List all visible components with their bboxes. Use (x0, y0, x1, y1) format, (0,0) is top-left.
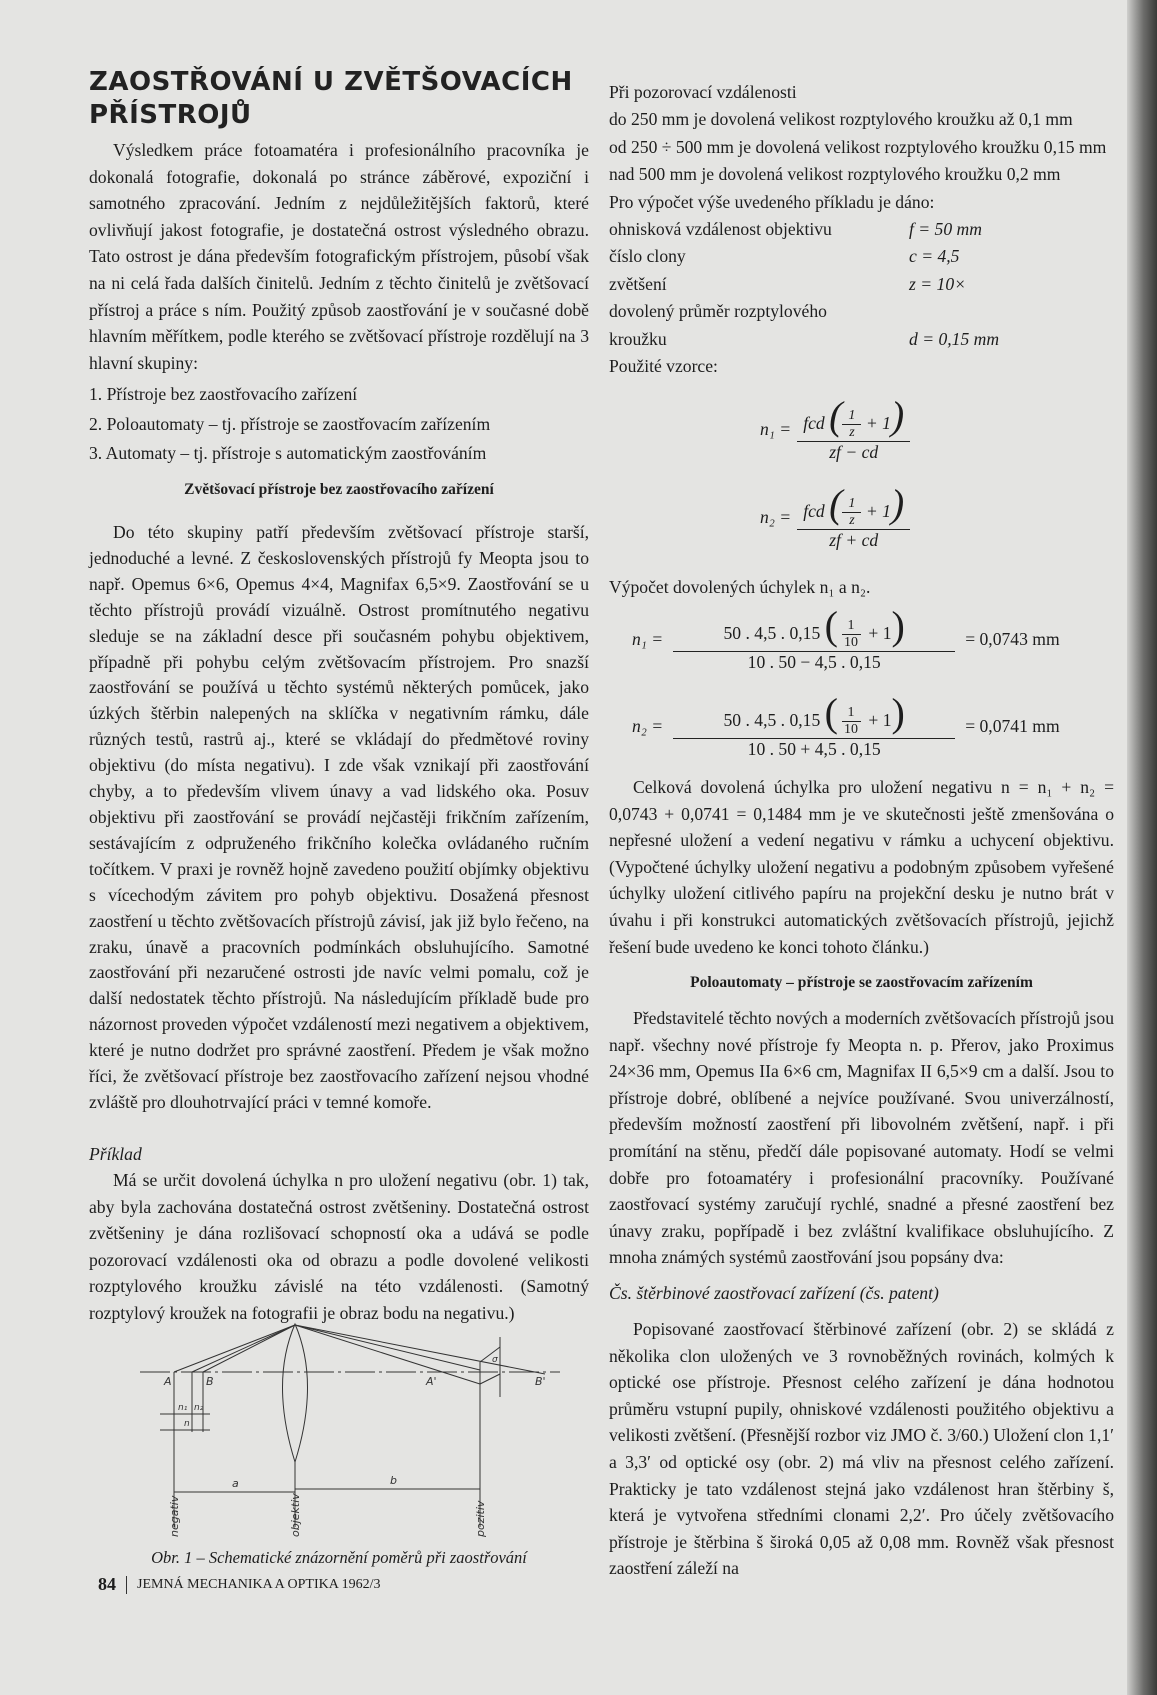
subsection-paragraph: Popisované zaostřovací štěrbinové zařízení (obr. 2) se skládá z několika clon uložených ve 3 rovnoběžných rovinách, kolmých k optické ose přístroje. Přesnost celého zařízení je dána hodnotou průměru vstupní pupily, ohniskové vzdálenosti použitého objektivu a velikosti zvětšení. (Přesnější rozbor viz JMO č. 3/60.) Uložení clon 1,1′ a 3,3′ od optické osy (obr. 2) má vliv na přesnost celého zařízení. Prakticky je tato vzdálenost stejná jako vzdálenost hran štěrbiny š, která je vytvořena středními clonami 2,2′. Pro účely zvětšovacího přístroje je štěrbina š široká 0,05 až 0,08 mm. Rovněž však přesnost zaostření záleží na (609, 1319, 1114, 1579)
formula-denominator: zf − cd (829, 442, 879, 463)
figure-caption: Obr. 1 – Schematické znázornění poměrů při zaostřování (151, 1548, 527, 1567)
point-a-label: A (164, 1375, 172, 1388)
calc-numerator: 50 . 4,5 . 0,15 (723, 710, 821, 730)
image-a-label: A' (426, 1375, 437, 1388)
image-b-label: B' (535, 1375, 546, 1388)
n1-label: n₁ (178, 1403, 188, 1413)
given-values (609, 216, 1114, 353)
negative-label: negativ (168, 1495, 181, 1537)
lens-shape (283, 1324, 308, 1462)
calc-result: = 0,0741 mm (965, 716, 1060, 737)
footer-divider (126, 1576, 127, 1594)
formula-denominator: zf + cd (829, 530, 879, 551)
total-paragraph: Celková dovolená úchylka pro uložení negativu n = n₁ + n₂ = 0,0743 + 0,0741 = 0,1484 mm je ve skutečnosti ještě zmenšována o nepřesné uložení a vedení negativu v rámku a uchycení objektivu. (Vypočtené úchylky uložení negativu a podobným způsobem vyřešené úchylky uložení citlivého papíru na projekční desku je nutno brát v úvahu i při konstrukci automatických zvětšovacích přístrojů, jejichž řešení bude uvedeno ke konci tohoto článku.) (609, 777, 1114, 957)
intro-paragraph: Výsledkem práce fotoamatéra i profesionálního pracovníka je dokonalá fotografie, dokonalá po stránce záběrové, expoziční i samotného zpracování. Jedním z nejdůležitějších faktorů, které ovlivňují jakost fotografie, je dostatečná ostrost výsledného obrazu. Tato ostrost je dána především fotografickým přístrojem, působí však na ni celá řada dalších činitelů. Jedním z těchto činitelů je zvětšovací přístroj a práce s ním. Použitý způsob zaostřování je v současné době hlavním měřítkem, podle kterého se zvětšovací přístroje rozdělují na 3 hlavní skupiny: (89, 140, 589, 373)
numerator: 1 (842, 618, 861, 635)
calc-denominator: 10 . 50 − 4,5 . 0,15 (747, 652, 881, 673)
denominator: 10 (844, 722, 858, 738)
example-paragraph: Má se určit dovolená úchylka n pro uložení negativu (obr. 1) tak, aby byla zachována dostatečná ostrost zvětšeniny. Dostatečná ostrost zvětšeniny je dána rozlišovací schopností oka a udává se podle pozorovací vzdálenosti oka od obrazu a podle dovolené velikosti rozptylového kroužku závislé na této vzdálenosti. (Samotný rozptylový kroužek na fotografii je obraz bodu na negativu.) (89, 1170, 589, 1323)
section-paragraph: Do této skupiny patří především zvětšovací přístroje starší, jednoduché a levné. Z československých přístrojů fy Meopta jsou to např. Opemus 6×6, Opemus 4×4, Magnifax 6,5×9. Zaostřování se u těchto přístrojů provádí vizuálně. Ostrost promítnutého negativu sleduje se na základní desce při současném pohybu objektivem, případně při pohybu celým zvětšovacím přístrojem. Pro snazší zaostřování se používá u těchto systémů některých pomůcek, jako úzkých štěrbin nalepených na sklíčka v negativním rámku, dále různých testů, rastrů aj., které se vkládají do předmětové roviny objektivu (do místa negativu). I zde však vznikají při zaostřování chyby, a to především vlivem únavy a vad lidského oka. Posuv objektivu při zaostřování se provádí nejčastěji frikčním zařízením, sestávajícím z odpruženého frikčního kolečka ovládaného ručním točítkem. V praxi je rovněž hojně zavedeno použití objímky objektivu s vícechodým závitem pro pohyb objektivu. Dosažená přesnost zaostření u těchto zvětšovacích přístrojů závisí, jak již bylo řečeno, na zraku, únavě a pracovních podmínkách obsluhujícího. Samotné zaostřování při nezaručené ostrosti jde navíc velmi pomalu, což je další nedostatek těchto přístrojů. Na následujícím příkladě bude pro názornost proveden výpočet vzdáleností mezi negativem a objektivem, které je nutno dodržet pro správné zaostření. Předem je však možno říci, že zvětšovací přístroje bez zaostřovacího zařízení nejsou vhodné zvláště pro dlouhotrvající práci v temné komoře. (89, 522, 589, 1112)
list-item: 1. Přístroje bez zaostřovacího zařízení (89, 384, 358, 404)
given-label: dovolený průměr rozptylového kroužku (609, 301, 827, 349)
given-intro: Pro výpočet výše uvedeného příkladu je dáno: (609, 191, 935, 212)
sigma-label: σ (492, 1355, 498, 1365)
formulas-label: Použité vzorce: (609, 356, 718, 377)
calc-numerator: 50 . 4,5 . 0,15 (723, 623, 821, 643)
numerator: 1 (842, 408, 861, 425)
list-item: 3. Automaty – tj. přístroje s automatickým zaostřováním (89, 443, 487, 464)
numerator: 1 (842, 705, 861, 722)
b-label: b (390, 1474, 397, 1487)
page-edge-shadow (1127, 0, 1157, 1695)
numerator-prefix: fcd (803, 501, 825, 521)
denominator: z (849, 513, 855, 529)
numerator-prefix: fcd (803, 413, 825, 433)
distance-intro: Při pozorovací vzdálenosti (609, 82, 797, 102)
distance-item: od 250 ÷ 500 mm je dovolená velikost rozptylového kroužku 0,15 mm (609, 136, 1107, 157)
given-value: z = 10× (909, 273, 966, 294)
plus-one: + 1 (868, 710, 892, 730)
denominator: z (849, 425, 855, 441)
plus-one: + 1 (865, 413, 891, 433)
point-b-label: B (206, 1375, 214, 1388)
formula-n1: n₁ = fcd ( $\frac{1}{z}$ + 1) zf − cd (760, 396, 910, 463)
denominator: 10 (844, 635, 858, 651)
positive-label: pozitiv (474, 1500, 487, 1537)
section-paragraph: Představitelé těchto nových a moderních zvětšovacích přístrojů jsou např. všechny nové přístroje fy Meopta n. p. Přerov, jako Proximus 24×36 mm, Opemus IIa 6×6 cm, Magnifax II 6,5×9 cm a další. Jsou to přístroje dobré, oblíbené a nejvíce používané. Svou univerzálností, především možností zaostření při libovolném zvětšení, např. i při promítání na stěnu, předčí dále popisované automaty. Hodí se velmi dobře pro fotoamatéry i profesionální pracovníky. Používané zaostřovací systémy zaručují rychlé, snadné a přesné zaostření bez únavy zraku, popřípadě i bez zvláštní kvalifikace obsluhujícího. Z mnoha známých systémů zaostřování jsou popsány dva: (609, 1008, 1114, 1268)
plus-one: + 1 (865, 501, 891, 521)
article-title (89, 66, 573, 132)
formula-lhs: n₂ = (760, 507, 792, 528)
calc-lhs: n₂ = (632, 716, 664, 737)
lens-label: objektiv (289, 1493, 302, 1537)
subsection-heading: Čs. štěrbinové zaostřovací zařízení (čs. patent) (609, 1283, 939, 1303)
given-value: c = 4,5 (909, 246, 960, 267)
calc-lhs: n₁ = (632, 629, 664, 650)
page-number: 84 (98, 1574, 116, 1594)
journal-name: JEMNÁ MECHANIKA A OPTIKA 1962/3 (137, 1576, 381, 1592)
given-label: číslo clony (609, 246, 686, 267)
title-line: PŘÍSTROJŮ (89, 100, 252, 130)
n-label: n (184, 1419, 190, 1429)
given-label: zvětšení (609, 273, 667, 294)
calc-denominator: 10 . 50 + 4,5 . 0,15 (747, 739, 881, 760)
calc-label: Výpočet dovolených úchylek n₁ a n₂. (609, 577, 871, 597)
calc-n1: n₁ = 50 . 4,5 . 0,15 ( $\frac{1}{10}$ + 1) 10 . 50 − 4,5 . 0,15 = 0,0743 mm (632, 603, 1060, 673)
section-heading: Zvětšovací přístroje bez zaostřovacího zařízení (184, 481, 494, 498)
a-label: a (232, 1477, 239, 1490)
calc-n2: n₂ = 50 . 4,5 . 0,15 ( $\frac{1}{10}$ + 1) 10 . 50 + 4,5 . 0,15 = 0,0741 mm (632, 690, 1060, 760)
formula-lhs: n₁ = (760, 419, 792, 440)
category-list (89, 381, 589, 470)
title-line: ZAOSTŘOVÁNÍ U ZVĚTŠOVACÍCH (89, 67, 573, 97)
given-value: f = 50 mm (909, 219, 982, 240)
given-value: d = 0,15 mm (909, 328, 1000, 349)
section-heading: Poloautomaty – přístroje se zaostřovacím zařízením (690, 974, 1033, 991)
distance-item: do 250 mm je dovolená velikost rozptylového kroužku až 0,1 mm (609, 109, 1073, 130)
plus-one: + 1 (868, 623, 892, 643)
formula-n2: n₂ = fcd ( $\frac{1}{z}$ + 1) zf + cd (760, 484, 910, 551)
focusing-diagram (140, 1322, 590, 1542)
calc-result: = 0,0743 mm (965, 629, 1060, 650)
n2-label: n₂ (194, 1403, 204, 1413)
given-label: ohnisková vzdálenost objektivu (609, 219, 832, 240)
example-heading: Příklad (89, 1144, 142, 1164)
distance-block (609, 79, 1114, 380)
numerator: 1 (842, 496, 861, 513)
page-footer (98, 1574, 380, 1595)
distance-item: nad 500 mm je dovolená velikost rozptylového kroužku 0,2 mm (609, 164, 1061, 185)
list-item: 2. Poloautomaty – tj. přístroje se zaostřovacím zařízením (89, 413, 491, 434)
